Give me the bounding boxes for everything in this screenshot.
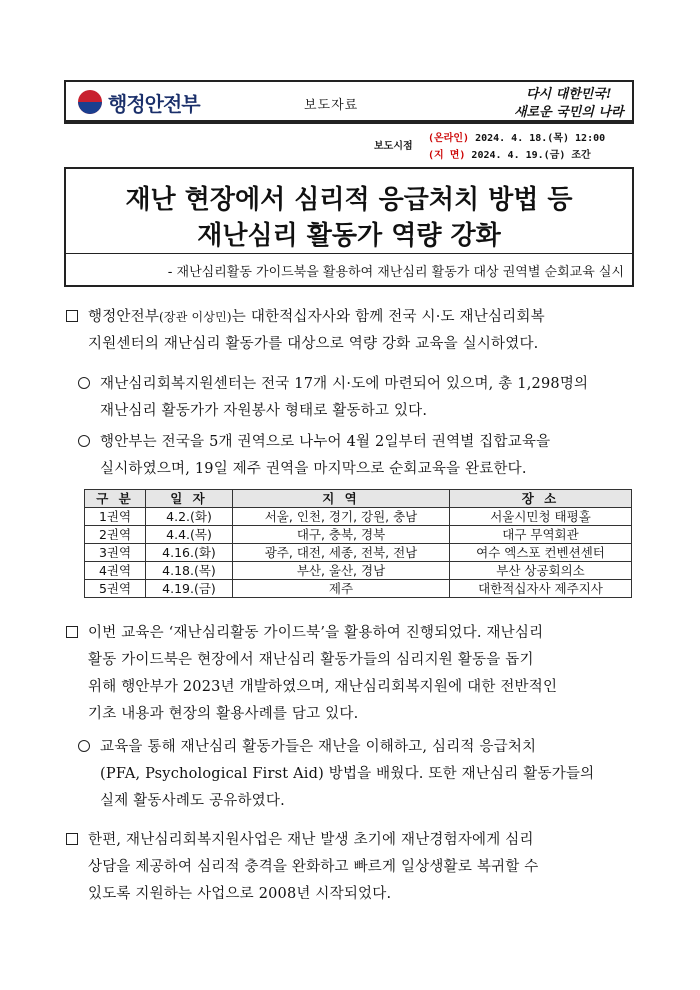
schedule-table <box>84 489 632 598</box>
paragraph-2: 재난심리회복지원센터는 전국 17개 시·도에 마련되어 있으며, 총 1,298명의 재난심리 활동가가 자원봉사 형태로 활동하고 있다. <box>78 371 648 425</box>
table-row: 2권역 4.4.(목) 대구, 충북, 경북 대구 무역회관 <box>85 526 632 544</box>
online-time: 2024. 4. 18.(목) 12:00 <box>475 133 606 144</box>
square-bullet-icon <box>66 310 78 322</box>
slogan-line1: 다시 대한민국! <box>526 87 612 102</box>
headline-line2: 재난심리 활동가 역량 강화 <box>197 221 501 251</box>
col-header: 지 역 <box>233 490 450 508</box>
paragraph-6: 한편, 재난심리회복지원사업은 재난 발생 초기에 재난경험자에게 심리 상담을 제공하여 심리적 충격을 완화하고 빠르게 일상생활로 복귀할 수 있도록 지원하는 사업으로 2008년 시작되었다. <box>66 827 646 908</box>
paragraph-4: 이번 교육은 ‘재난심리활동 가이드북’을 활용하여 진행되었다. 재난심리 활동 가이드북은 현장에서 재난심리 활동가들의 심리지원 활동을 돕기 위해 행안부가 2023년 개발하였으며, 재난심리회복지원에 대한 전반적인 기초 내용과 현장의 활용사례를 담고 있다. <box>66 620 646 728</box>
org-logo <box>78 87 200 117</box>
title-box <box>64 167 634 287</box>
header-banner <box>64 80 634 124</box>
table-row: 5권역 4.19.(금) 제주 대한적십자사 제주지사 <box>85 580 632 598</box>
release-print <box>428 146 591 161</box>
paragraph-1: 행정안전부(장관 이상민)는 대한적십자사와 함께 전국 시·도 재난심리회복 지원센터의 재난심리 활동가를 대상으로 역량 강화 교육을 실시하였다. <box>66 304 646 358</box>
headline-line1: 재난 현장에서 심리적 응급처치 방법 등 <box>125 185 573 215</box>
table-header-row <box>85 490 632 508</box>
paragraph-3: 행안부는 전국을 5개 권역으로 나누어 4월 2일부터 권역별 집합교육을 실시하였으며, 19일 제주 권역을 마지막으로 순회교육을 완료한다. <box>78 429 648 483</box>
circle-bullet-icon <box>78 377 90 389</box>
paragraph-5: 교육을 통해 재난심리 활동가들은 재난을 이해하고, 심리적 응급처치 (PFA, Psychological First Aid) 방법을 배웠다. 또한 재난심리 활동가들의 실제 활동사례도 공유하였다. <box>78 734 648 815</box>
slogan-signature <box>504 83 634 123</box>
print-time: 2024. 4. 19.(금) 조간 <box>471 150 591 161</box>
doc-type-label: 보도자료 <box>304 98 359 113</box>
subheadline: - 재난심리활동 가이드북을 활용하여 재난심리 활동가 대상 권역별 순회교육 실시 <box>167 265 624 280</box>
table-row: 1권역 4.2.(화) 서울, 인천, 경기, 강원, 충남 서울시민청 태평홀 <box>85 508 632 526</box>
col-header: 일 자 <box>146 490 233 508</box>
circle-bullet-icon <box>78 435 90 447</box>
circle-bullet-icon <box>78 740 90 752</box>
table-row: 4권역 4.18.(목) 부산, 울산, 경남 부산 상공회의소 <box>85 562 632 580</box>
col-header: 구 분 <box>85 490 146 508</box>
square-bullet-icon <box>66 626 78 638</box>
title-divider <box>66 253 632 254</box>
taegeuk-icon <box>78 90 102 114</box>
square-bullet-icon <box>66 833 78 845</box>
org-name: 행정안전부 <box>108 91 200 116</box>
print-tag: (지 면) <box>428 150 466 161</box>
slogan-line2: 새로운 국민의 나라 <box>514 105 624 120</box>
col-header: 장 소 <box>450 490 632 508</box>
release-online <box>428 129 605 144</box>
release-label: 보도시점 <box>374 141 413 152</box>
online-tag: (온라인) <box>428 133 470 144</box>
table-row: 3권역 4.16.(화) 광주, 대전, 세종, 전북, 전남 여수 엑스포 컨벤션센터 <box>85 544 632 562</box>
